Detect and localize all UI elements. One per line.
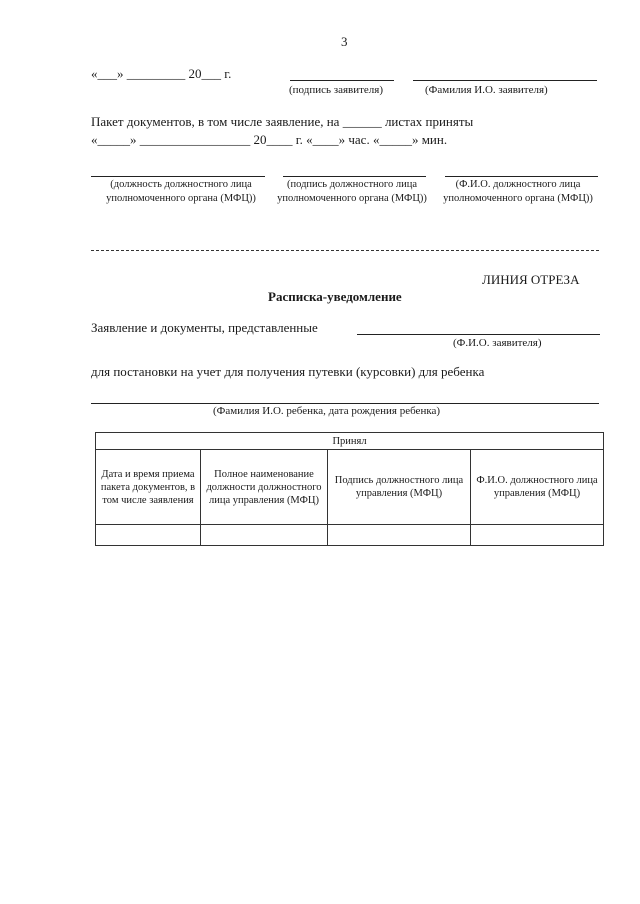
official-name-line [445, 176, 598, 177]
applicant-signature-line [290, 80, 394, 81]
receipt-purpose: для постановки на учет для получения путевки (курсовки) для ребенка [91, 364, 485, 379]
table-group-header: Принял [96, 433, 604, 450]
table-cell [96, 525, 201, 546]
official-signature-caption: (подпись должностного лица уполномоченного органа (МФЦ)) [277, 179, 427, 204]
table-header-row [96, 450, 604, 525]
applicant-date: «___» _________ 20___ г. [91, 66, 232, 81]
package-line-2: «_____» _________________ 20____ г. «____» час. «_____» мин. [91, 132, 448, 147]
table-cell [201, 525, 328, 546]
applicant-fio-caption: (Ф.И.О. заявителя) [453, 337, 542, 349]
receipt-statement: Заявление и документы, представленные [91, 320, 318, 335]
applicant-name-caption: (Фамилия И.О. заявителя) [425, 84, 548, 96]
official-name-caption: (Ф.И.О. должностного лица уполномоченного органа (МФЦ)) [443, 179, 593, 204]
table-row [96, 525, 604, 546]
official-position-line [91, 176, 265, 177]
cut-line-label: ЛИНИЯ ОТРЕЗА [482, 272, 580, 287]
applicant-signature-caption: (подпись заявителя) [289, 84, 384, 96]
column-header-date: Дата и время приема пакета документов, в том числе заявления [96, 450, 201, 525]
table-group-header-row [96, 433, 604, 450]
cut-dashed-line [91, 250, 599, 251]
receipt-title: Расписка-уведомление [268, 289, 402, 304]
column-header-signature: Подпись должностного лица управления (МФЦ) [328, 450, 471, 525]
table-cell [471, 525, 604, 546]
column-header-name: Ф.И.О. должностного лица управления (МФЦ) [471, 450, 604, 525]
child-info-caption: (Фамилия И.О. ребенка, дата рождения ребенка) [213, 405, 441, 417]
official-signature-line [283, 176, 426, 177]
official-position-caption: (должность должностного лица уполномоченного органа (МФЦ)) [106, 179, 256, 204]
page-number: 3 [341, 34, 348, 49]
child-info-line [91, 403, 599, 404]
applicant-fio-line [357, 334, 600, 335]
receipt-table [95, 432, 604, 546]
applicant-name-line [413, 80, 597, 81]
column-header-position: Полное наименование должности должностного лица управления (МФЦ) [201, 450, 328, 525]
table-cell [328, 525, 471, 546]
package-line-1: Пакет документов, в том числе заявление, на ______ листах приняты [91, 114, 474, 129]
